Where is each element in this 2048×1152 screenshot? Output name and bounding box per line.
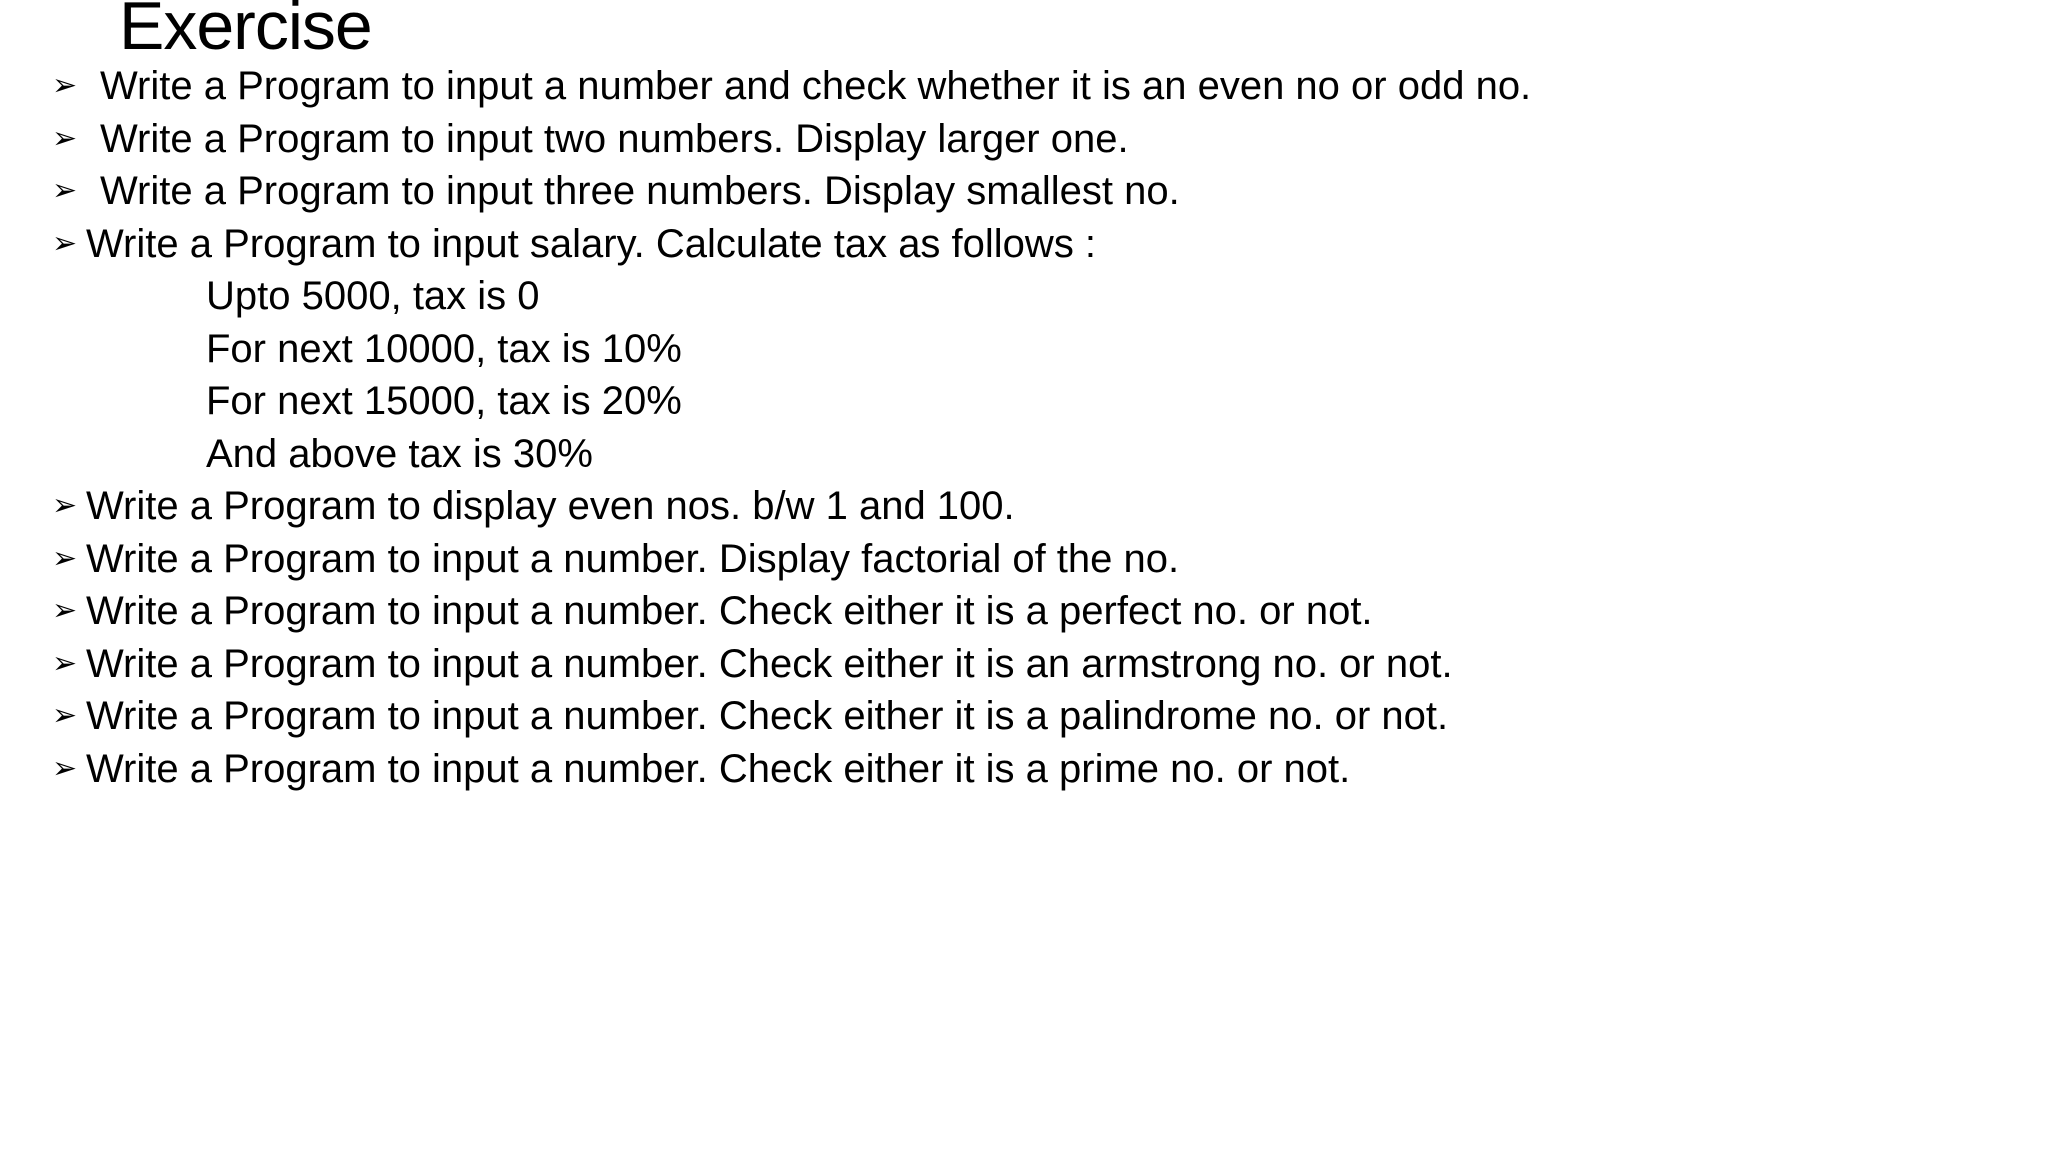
- arrowhead-bullet-icon: ➢: [52, 226, 78, 260]
- arrowhead-bullet-icon: ➢: [52, 594, 78, 627]
- list-item-text: Write a Program to input a number. Check either it is a perfect no. or not.: [86, 589, 1373, 633]
- tax-rule-text: For next 15000, tax is 20%: [206, 379, 682, 423]
- arrowhead-bullet-icon: ➢: [52, 541, 78, 575]
- arrowhead-bullet-icon: ➢: [52, 69, 78, 102]
- list-item: [52, 60, 2012, 113]
- tax-rule: [52, 323, 2012, 376]
- list-item-text: Write a Program to input a number. Check either it is a prime no. or not.: [86, 746, 1351, 791]
- list-item-text: Write a Program to input a number and check whether it is an even no or odd no.: [100, 64, 1532, 108]
- arrowhead-bullet-icon: ➢: [52, 174, 78, 207]
- tax-rule-text: For next 10000, tax is 10%: [206, 326, 682, 371]
- list-item-text: Write a Program to input two numbers. Display larger one.: [100, 116, 1129, 161]
- tax-rule: [52, 428, 2012, 481]
- list-item: [52, 218, 2012, 271]
- tax-rule: [52, 270, 2012, 323]
- arrowhead-bullet-icon: ➢: [52, 699, 78, 732]
- list-item: [52, 480, 2012, 533]
- list-item: [52, 165, 2012, 218]
- list-item-text: Write a Program to input a number. Check either it is an armstrong no. or not.: [86, 641, 1453, 686]
- arrowhead-bullet-icon: ➢: [52, 489, 78, 522]
- exercise-list: [52, 60, 2012, 795]
- list-item: [52, 638, 2012, 691]
- list-item: [52, 743, 2012, 796]
- tax-rule: [52, 375, 2012, 428]
- arrowhead-bullet-icon: ➢: [52, 646, 78, 680]
- list-item-text: Write a Program to input a number. Display factorial of the no.: [86, 536, 1180, 581]
- tax-rule-text: And above tax is 30%: [206, 431, 593, 476]
- list-item-text: Write a Program to input three numbers. Display smallest no.: [100, 169, 1180, 213]
- list-item-text: Write a Program to display even nos. b/w 1 and 100.: [86, 484, 1015, 528]
- list-item-text: Write a Program to input salary. Calculate tax as follows :: [86, 221, 1097, 266]
- list-item: [52, 113, 2012, 166]
- list-item: [52, 533, 2012, 586]
- arrowhead-bullet-icon: ➢: [52, 121, 78, 155]
- slide-title: Exercise: [119, 0, 372, 64]
- tax-rule-text: Upto 5000, tax is 0: [206, 274, 540, 318]
- list-item-text: Write a Program to input a number. Check either it is a palindrome no. or not.: [86, 694, 1449, 738]
- list-item: [52, 585, 2012, 638]
- list-item: [52, 690, 2012, 743]
- arrowhead-bullet-icon: ➢: [52, 751, 78, 785]
